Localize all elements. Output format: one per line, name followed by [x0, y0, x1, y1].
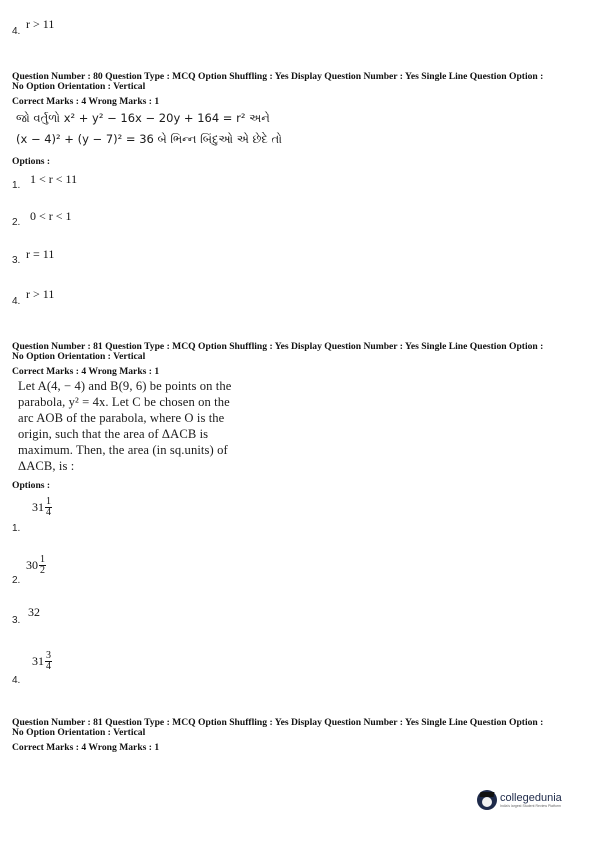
question-marks: Correct Marks : 4 Wrong Marks : 1 [12, 366, 160, 377]
question-meta-line1: Question Number : 81 Question Type : MCQ Option Shuffling : Yes Display Question Number : Yes Single Line Question Option : [12, 341, 544, 352]
option-text: r = 11 [26, 247, 55, 261]
question-text-line2: (x − 4)² + (y − 7)² = 36 બે ભિન્ન બિંદુઓ એ છેદે તો [16, 132, 282, 146]
options-label: Options : [12, 156, 51, 167]
fraction-whole: 30 [26, 558, 38, 572]
option-fraction [32, 651, 52, 672]
fraction-numerator: 3 [46, 650, 51, 661]
option-fraction [32, 497, 52, 518]
option-text: r > 11 [26, 287, 55, 301]
option-number: 3. [12, 255, 21, 266]
option-number: 1. [12, 523, 21, 534]
graduate-cap-icon [477, 790, 497, 810]
option-number: 4. [12, 296, 21, 307]
question-marks: Correct Marks : 4 Wrong Marks : 1 [12, 96, 160, 107]
question-text-line: maximum. Then, the area (in sq.units) of [18, 443, 228, 457]
question-text-line: ΔACB, is : [18, 459, 75, 473]
option-text: 1 < r < 11 [30, 172, 78, 186]
fraction-numerator: 1 [40, 554, 45, 565]
option-text: 32 [28, 605, 40, 619]
question-text [18, 378, 231, 474]
question-meta-line1: Question Number : 80 Question Type : MCQ Option Shuffling : Yes Display Question Number : Yes Single Line Question Option : [12, 71, 544, 82]
option-number: 3. [12, 615, 21, 626]
question-meta-line1: Question Number : 81 Question Type : MCQ Option Shuffling : Yes Display Question Number : Yes Single Line Question Option : [12, 717, 544, 728]
question-text-line: parabola, y² = 4x. Let C be chosen on the [18, 395, 230, 409]
fraction-denominator: 2 [40, 565, 45, 576]
question-text-line: Let A(4, − 4) and B(9, 6) be points on the [18, 379, 232, 393]
logo-tagline: India's largest Student Review Platform [500, 804, 561, 808]
option-number: 4. [12, 26, 21, 37]
fraction-numerator: 1 [46, 496, 51, 507]
fraction-denominator: 4 [46, 661, 51, 672]
question-meta-line2: No Option Orientation : Vertical [12, 727, 146, 738]
option-number: 4. [12, 675, 21, 686]
question-marks: Correct Marks : 4 Wrong Marks : 1 [12, 742, 160, 753]
fraction-whole: 31 [32, 500, 44, 514]
option-text: r > 11 [26, 17, 55, 31]
option-fraction [26, 555, 46, 576]
fraction-denominator: 4 [46, 507, 51, 518]
option-number: 2. [12, 217, 21, 228]
question-meta-line2: No Option Orientation : Vertical [12, 351, 146, 362]
option-number: 2. [12, 575, 21, 586]
question-meta-line2: No Option Orientation : Vertical [12, 81, 146, 92]
question-text-line1: જો વર્તુળો x² + y² − 16x − 20y + 164 = r² અને [16, 111, 270, 125]
logo-name: collegedunia [500, 792, 562, 804]
options-label: Options : [12, 480, 51, 491]
question-text-line: origin, such that the area of ΔACB is [18, 427, 209, 441]
question-text-line: arc AOB of the parabola, where O is the [18, 411, 225, 425]
option-text: 0 < r < 1 [30, 209, 72, 223]
option-number: 1. [12, 180, 21, 191]
fraction-whole: 31 [32, 654, 44, 668]
collegedunia-logo [477, 790, 562, 810]
